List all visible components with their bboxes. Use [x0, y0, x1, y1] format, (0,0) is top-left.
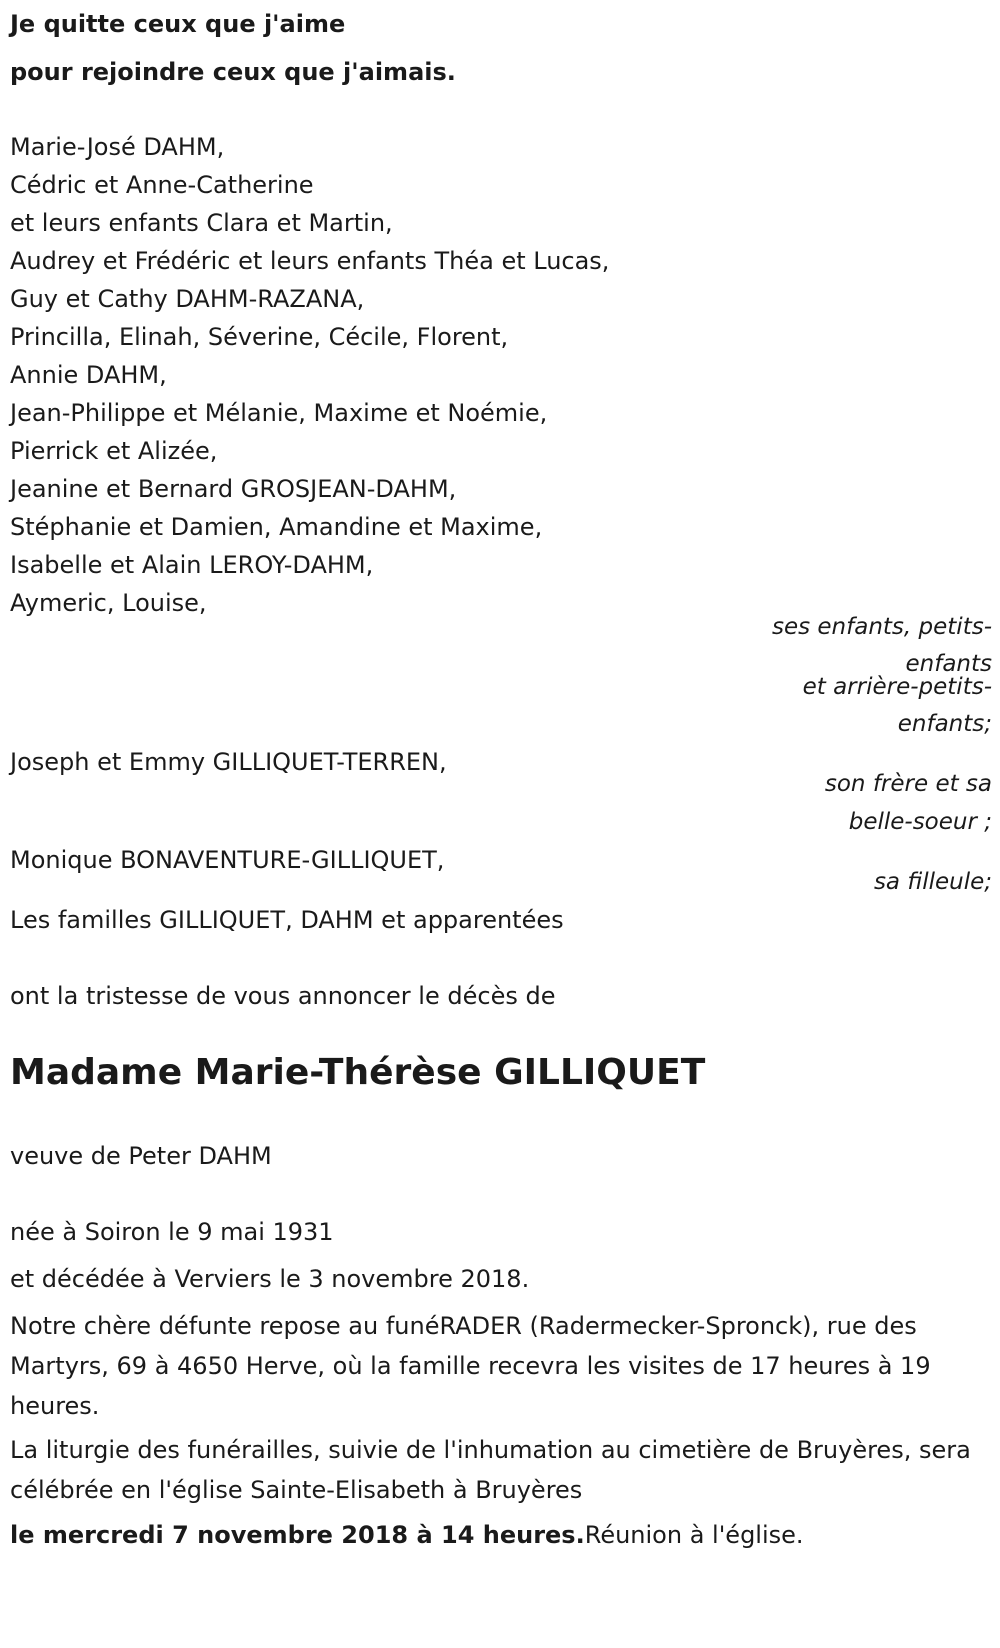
- quote-line-2: pour rejoindre ceux que j'aimais.: [10, 58, 456, 86]
- visitation-paragraph: Notre chère défunte repose au funéRADER (Radermecker-Spronck), rue des Martyrs, 69 à 4650 Herve, où la famille recevra les visites de 17 heures à 19 heures.: [10, 1312, 931, 1420]
- relation-children-1: ses enfants, petits-: [771, 614, 992, 640]
- family-line: Jeanine et Bernard GROSJEAN-DAHM,: [10, 475, 457, 503]
- family-line: Marie-José DAHM,: [10, 133, 225, 161]
- funeral-date-line: [10, 1515, 804, 1555]
- family-line: Cédric et Anne-Catherine: [10, 171, 314, 199]
- family-line: Isabelle et Alain LEROY-DAHM,: [10, 551, 374, 579]
- quote-line-1: Je quitte ceux que j'aime: [10, 10, 346, 38]
- goddaughter-name: Monique BONAVENTURE-GILLIQUET,: [10, 846, 445, 874]
- relation-children-4: enfants;: [897, 711, 992, 737]
- family-line: Guy et Cathy DAHM-RAZANA,: [10, 285, 365, 313]
- deceased-name: Madame Marie-Thérèse GILLIQUET: [10, 1052, 706, 1093]
- families-line: Les familles GILLIQUET, DAHM et apparentées: [10, 906, 564, 934]
- family-line: et leurs enfants Clara et Martin,: [10, 209, 393, 237]
- meeting-note: Réunion à l'église.: [584, 1521, 804, 1549]
- funeral-paragraph: La liturgie des funérailles, suivie de l'inhumation au cimetière de Bruyères, sera célébrée en l'église Sainte-Elisabeth à Bruyères: [10, 1436, 971, 1504]
- relation-children-3: et arrière-petits-: [802, 674, 992, 700]
- death-line: et décédée à Verviers le 3 novembre 2018.: [10, 1265, 530, 1293]
- family-line: Princilla, Elinah, Séverine, Cécile, Florent,: [10, 323, 509, 351]
- family-line: Annie DAHM,: [10, 361, 167, 389]
- relation-children-2: enfants: [905, 651, 992, 677]
- widow-line: veuve de Peter DAHM: [10, 1142, 272, 1170]
- family-line: Jean-Philippe et Mélanie, Maxime et Noémie,: [10, 399, 548, 427]
- relation-brother-1: son frère et sa: [824, 771, 992, 797]
- family-line: Pierrick et Alizée,: [10, 437, 218, 465]
- birth-line: née à Soiron le 9 mai 1931: [10, 1218, 334, 1246]
- relation-brother-2: belle-soeur ;: [848, 809, 992, 835]
- announcement: ont la tristesse de vous annoncer le décès de: [10, 982, 556, 1010]
- relation-goddaughter: sa filleule;: [873, 869, 992, 895]
- funeral-date: le mercredi 7 novembre 2018 à 14 heures.: [10, 1521, 585, 1549]
- family-line: Stéphanie et Damien, Amandine et Maxime,: [10, 513, 543, 541]
- brother-names: Joseph et Emmy GILLIQUET-TERREN,: [10, 748, 447, 776]
- family-line: Audrey et Frédéric et leurs enfants Théa et Lucas,: [10, 247, 610, 275]
- family-line: Aymeric, Louise,: [10, 589, 207, 617]
